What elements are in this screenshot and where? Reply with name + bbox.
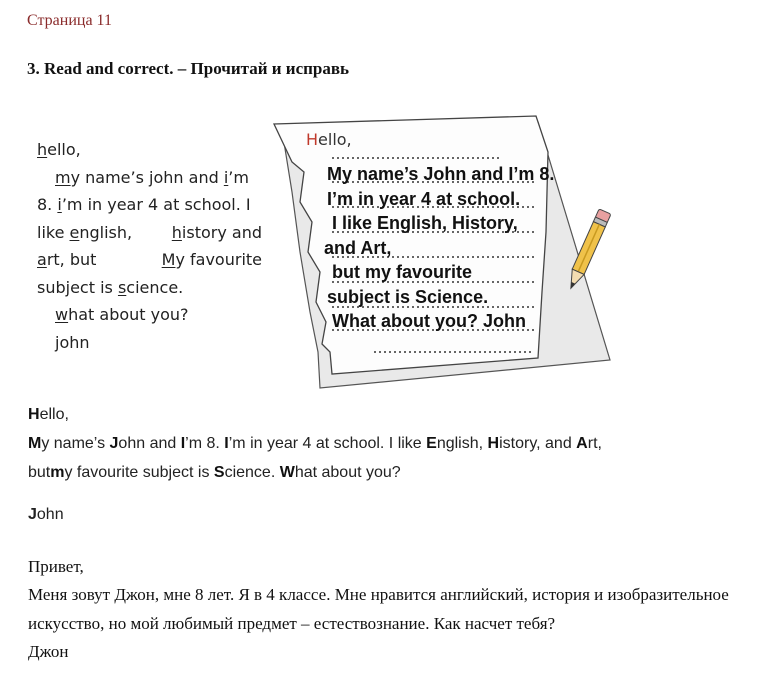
sheet-line: subject is Science. <box>327 286 489 307</box>
corrected-text-run: y name’s <box>41 435 110 452</box>
corrected-text-run: ’m 8. <box>185 435 225 452</box>
corrected-letter-fix: A <box>576 435 588 452</box>
letter-line-7: what about you? <box>55 305 189 324</box>
translation-signature: Джон <box>28 641 69 661</box>
corrected-text-run: rt, <box>587 435 602 452</box>
corrected-letter-fix: M <box>28 435 42 452</box>
letter-line-4: like english, history and <box>37 222 262 242</box>
letter-line-1: hello, <box>37 140 81 159</box>
sheet-corrected-text <box>324 162 555 334</box>
translation-greeting: Привет, <box>28 557 84 576</box>
sheet-line: What about you? John <box>327 311 526 331</box>
corrected-text-run: y favourite subject is <box>64 464 214 481</box>
translation-body: Меня зовут Джон, мне 8 лет. Я в 4 классе. Мне нравится английский, история и изобразительное искусство, но мой любимый предмет – естествознание. Как насчет тебя? <box>28 585 729 633</box>
letter-line-5: art, but My favourite <box>37 250 262 269</box>
letter-line-8: john <box>55 332 90 352</box>
corrected-text-run: istory, and <box>499 435 577 452</box>
corrected-letter-fix: S <box>213 464 225 481</box>
corrected-letter-fix: W <box>279 464 295 481</box>
sheet-line: but my favourite <box>327 262 473 282</box>
corrected-text-run: cience. <box>224 464 280 481</box>
corrected-greeting: Hello, <box>28 406 69 423</box>
corrected-letter <box>28 400 758 487</box>
corrected-letter-fix: H <box>487 435 500 452</box>
translation <box>28 553 748 666</box>
corrected-letter-fix: I <box>180 435 186 452</box>
handwritten-letter <box>37 136 262 356</box>
corrected-signature: John <box>28 506 64 523</box>
notebook-sheet-illustration <box>270 112 620 390</box>
sheet-line: My name’s John and I’m 8. <box>327 164 555 184</box>
sheet-greeting: Hello, <box>306 130 352 149</box>
sheet-line: and Art, <box>324 237 392 258</box>
letter-line-3: 8. i’m in year 4 at school. I <box>37 195 251 214</box>
corrected-letter-fix: E <box>426 435 437 452</box>
page-label: Страница 11 <box>27 12 112 29</box>
corrected-text-run: ohn and <box>118 435 181 452</box>
corrected-letter-fix: m <box>50 464 65 481</box>
pencil-icon <box>560 204 616 298</box>
sheet-line: I like English, History, <box>327 213 518 233</box>
corrected-text-run: but <box>28 464 51 481</box>
corrected-letter-fix: J <box>109 435 119 452</box>
corrected-paragraph <box>28 429 758 487</box>
exercise-heading: 3. Read and correct. – Прочитай и исправь <box>27 59 350 78</box>
corrected-text-run: ’m in year 4 at school. I like <box>228 435 427 452</box>
corrected-letter-fix: I <box>224 435 229 452</box>
sheet-line: I’m in year 4 at school. <box>327 188 521 209</box>
corrected-text-run: hat about you? <box>294 464 401 481</box>
letter-line-6: subject is science. <box>37 277 184 297</box>
corrected-text-run: nglish, <box>436 435 488 452</box>
letter-line-2: my name’s john and i’m <box>55 167 249 187</box>
